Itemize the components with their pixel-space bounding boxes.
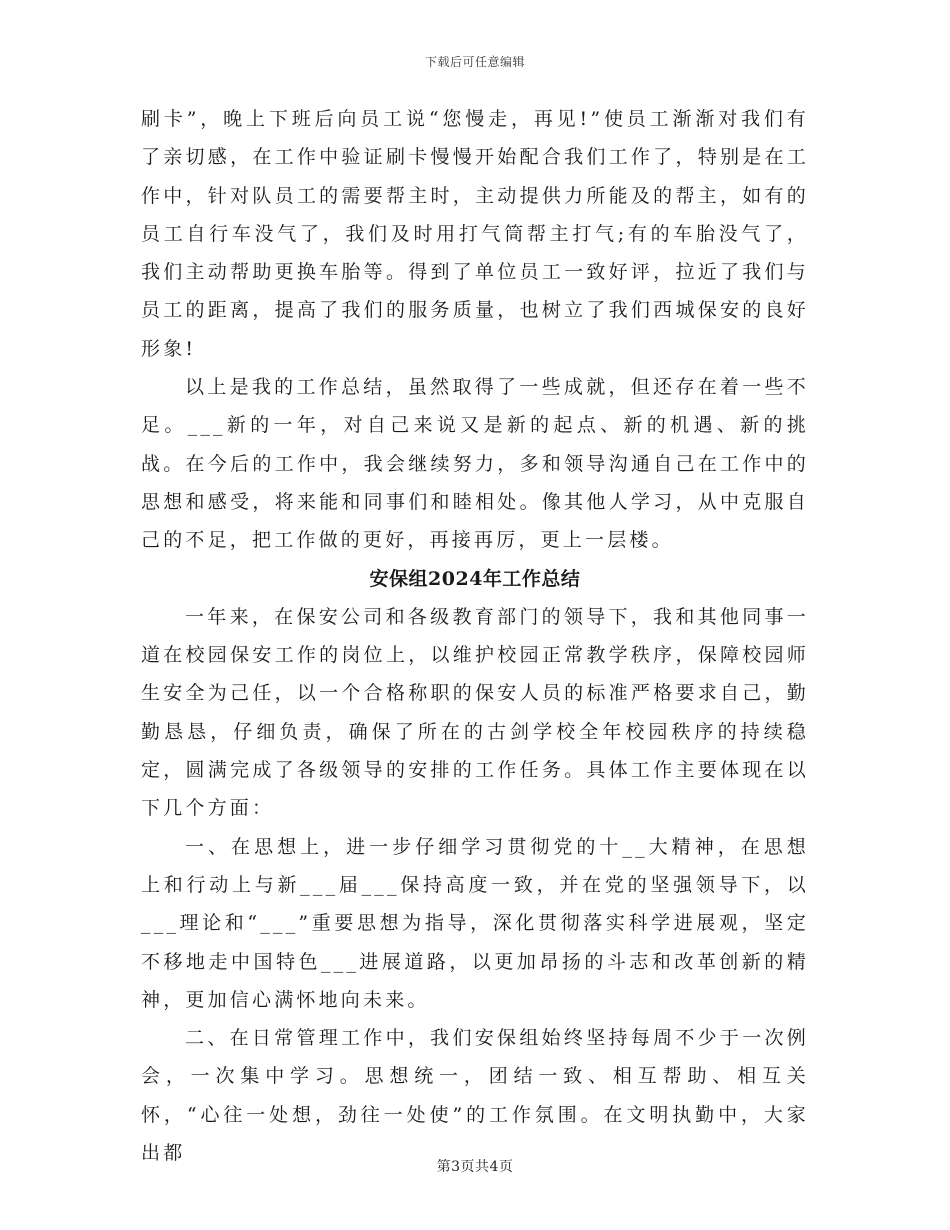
paragraph-point-one: 一、在思想上，进一步仔细学习贯彻党的十__大精神，在思想上和行动上与新___届___保持高度一致，并在党的坚强领导下，以___理论和“___”重要思想为指导，深化贯彻落实科学进展观，坚定不移地走中国特色___进展道路，以更加昂扬的斗志和改革创新的精神，更加信心满怀地向未来。 <box>141 835 809 1011</box>
paragraph-continuation: 刷卡”，晚上下班后向员工说“您慢走，再见!”使员工渐渐对我们有了亲切感，在工作中验证刷卡慢慢开始配合我们工作了，特别是在工作中，针对队员工的需要帮主时，主动提供力所能及的帮主，如有的员工自行车没气了，我们及时用打气筒帮主打气;有的车胎没气了，我们主动帮助更换车胎等。得到了单位员工一致好评，拉近了我们与员工的距离，提高了我们的服务质量，也树立了我们西城保安的良好形象! <box>141 108 809 360</box>
section-title: 安保组2024年工作总结 <box>369 567 581 590</box>
paragraph-intro: 一年来，在保安公司和各级教育部门的领导下，我和其他同事一道在校园保安工作的岗位上，以维护校园正常教学秩序，保障校园师生安全为己任，以一个合格称职的保安人员的标准严格要求自己，勤勤恳恳，仔细负责，确保了所在的古剑学校全年校园秩序的持续稳定，圆满完成了各级领导的安排的工作任务。具体工作主要体现在以下几个方面： <box>141 605 809 820</box>
paragraph-point-two: 二、在日常管理工作中，我们安保组始终坚持每周不少于一次例会，一次集中学习。思想统一，团结一致、相互帮助、相互关怀，“心往一处想，劲往一处使”的工作氛围。在文明执勤中，大家出都 <box>141 1027 809 1165</box>
document-body <box>141 100 809 1172</box>
page-footer: 第3页共4页 <box>436 1159 514 1175</box>
paragraph-conclusion: 以上是我的工作总结，虽然取得了一些成就，但还存在着一些不足。___新的一年，对自己来说又是新的起点、新的机遇、新的挑战。在今后的工作中，我会继续努力，多和领导沟通自己在工作中的思想和感受，将来能和同事们和睦相处。像其他人学习，从中克服自己的不足，把工作做的更好，再接再厉，更上一层楼。 <box>141 376 809 552</box>
page-header: 下载后可任意编辑 <box>424 55 525 69</box>
